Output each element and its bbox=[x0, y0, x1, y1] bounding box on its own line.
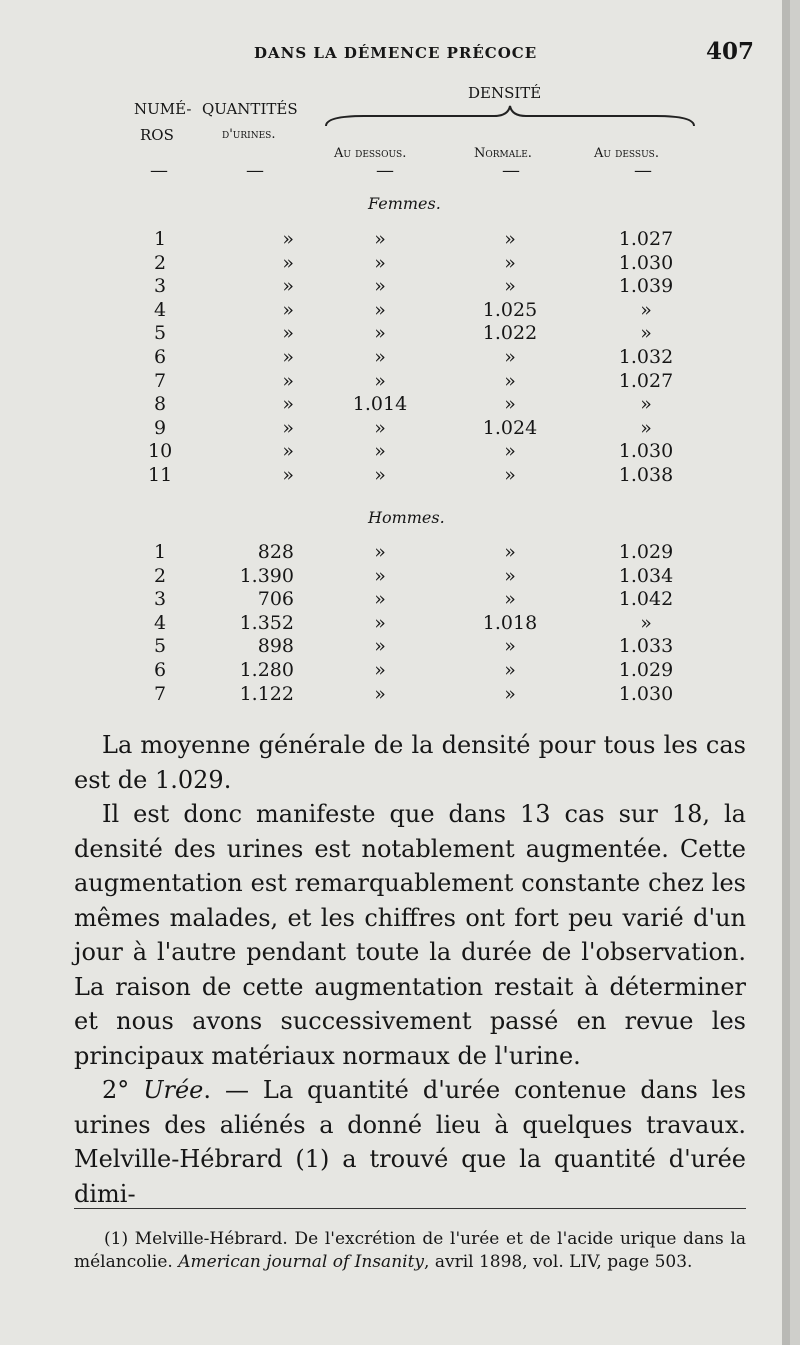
dash: — bbox=[150, 160, 168, 181]
section-number: 2° bbox=[102, 1076, 144, 1104]
row-normal: » bbox=[504, 541, 516, 563]
row-normal: » bbox=[504, 346, 516, 368]
row-number: 7 bbox=[153, 369, 167, 392]
row-above: » bbox=[640, 322, 652, 345]
row-above: 1.030 bbox=[618, 682, 674, 705]
table-row bbox=[0, 322, 782, 346]
table-row bbox=[0, 228, 782, 252]
col-normale: Normale. bbox=[474, 146, 532, 161]
footnote-journal: American journal of Insanity bbox=[178, 1251, 425, 1272]
footnote-tail: , avril 1898, vol. LIV, page 503. bbox=[424, 1251, 693, 1272]
table-row bbox=[0, 275, 782, 299]
row-quantity: » bbox=[282, 322, 294, 345]
row-above: 1.027 bbox=[618, 369, 674, 392]
row-normal: 1.024 bbox=[482, 416, 538, 439]
running-title: DANS LA DÉMENCE PRÉCOCE bbox=[254, 44, 538, 62]
row-below: » bbox=[374, 682, 386, 705]
table-row bbox=[0, 612, 782, 636]
row-quantity: » bbox=[282, 251, 294, 274]
row-number: 6 bbox=[153, 659, 167, 681]
row-above: 1.032 bbox=[618, 346, 674, 368]
row-quantity: » bbox=[282, 440, 294, 463]
row-below: » bbox=[374, 635, 386, 658]
row-quantity: 1.280 bbox=[239, 659, 294, 681]
row-above: » bbox=[640, 298, 652, 321]
row-number: 10 bbox=[148, 440, 173, 463]
table-row bbox=[0, 370, 782, 394]
page-number: 407 bbox=[706, 38, 755, 65]
table-row bbox=[0, 464, 782, 488]
row-above: 1.042 bbox=[618, 588, 674, 611]
row-normal: » bbox=[504, 393, 516, 416]
row-above: 1.027 bbox=[618, 228, 674, 250]
row-quantity: 1.352 bbox=[239, 611, 294, 634]
dash: — bbox=[634, 160, 652, 181]
row-quantity: » bbox=[282, 346, 294, 368]
col-quantites: QUANTITÉS bbox=[202, 100, 298, 118]
footnote-rule bbox=[74, 1208, 746, 1209]
row-above: 1.039 bbox=[618, 275, 674, 298]
brace bbox=[324, 104, 696, 132]
dash: — bbox=[246, 160, 264, 181]
row-normal: » bbox=[504, 635, 516, 658]
col-dessous: Au dessous. bbox=[334, 146, 407, 161]
dash: — bbox=[376, 160, 394, 181]
row-below: » bbox=[374, 228, 386, 250]
row-quantity: » bbox=[282, 298, 294, 321]
row-quantity: » bbox=[282, 393, 294, 416]
row-normal: » bbox=[504, 228, 516, 250]
table-row bbox=[0, 440, 782, 464]
table-row bbox=[0, 541, 782, 565]
row-below: » bbox=[374, 541, 386, 563]
row-below: » bbox=[374, 611, 386, 634]
row-normal: » bbox=[504, 588, 516, 611]
paragraph-uree bbox=[74, 1073, 746, 1211]
row-normal: » bbox=[504, 251, 516, 274]
row-normal: » bbox=[504, 682, 516, 705]
row-below: » bbox=[374, 564, 386, 587]
row-normal: » bbox=[504, 275, 516, 298]
table-row bbox=[0, 393, 782, 417]
section-femmes: Femmes. bbox=[368, 194, 441, 213]
row-number: 2 bbox=[153, 564, 167, 587]
row-quantity: » bbox=[282, 228, 294, 250]
row-below: » bbox=[374, 275, 386, 298]
row-below: » bbox=[374, 251, 386, 274]
row-above: 1.034 bbox=[618, 564, 674, 587]
row-below: » bbox=[374, 588, 386, 611]
row-above: 1.030 bbox=[618, 440, 674, 463]
row-below: » bbox=[374, 369, 386, 392]
row-above: 1.029 bbox=[618, 659, 674, 681]
row-below: » bbox=[374, 416, 386, 439]
col-numeros-2: ROS bbox=[140, 126, 174, 144]
row-quantity: » bbox=[282, 275, 294, 298]
table-row bbox=[0, 417, 782, 441]
running-header bbox=[0, 38, 782, 68]
table-row bbox=[0, 346, 782, 370]
row-normal: 1.022 bbox=[482, 322, 538, 345]
row-above: » bbox=[640, 611, 652, 634]
row-above: » bbox=[640, 393, 652, 416]
row-number: 1 bbox=[153, 541, 167, 563]
table-row bbox=[0, 683, 782, 707]
row-number: 9 bbox=[153, 416, 167, 439]
row-below: » bbox=[374, 346, 386, 368]
col-dessus: Au dessus. bbox=[594, 146, 659, 161]
row-number: 11 bbox=[148, 464, 173, 486]
row-normal: » bbox=[504, 369, 516, 392]
table-row bbox=[0, 588, 782, 612]
col-numeros: NUMÉ- bbox=[134, 100, 192, 118]
table-row bbox=[0, 252, 782, 276]
row-quantity: » bbox=[282, 369, 294, 392]
row-number: 2 bbox=[153, 251, 167, 274]
row-number: 7 bbox=[153, 682, 167, 705]
table-row bbox=[0, 659, 782, 683]
row-normal: » bbox=[504, 440, 516, 463]
row-number: 4 bbox=[153, 611, 167, 634]
row-below: » bbox=[374, 464, 386, 486]
row-normal: » bbox=[504, 659, 516, 681]
table-row bbox=[0, 299, 782, 323]
row-number: 6 bbox=[153, 346, 167, 368]
row-below: » bbox=[374, 659, 386, 681]
row-above: 1.029 bbox=[618, 541, 674, 563]
paragraph-uree-text: . — La quantité d'urée contenue dans les urines des aliénés a donné lieu à quelques travaux. Melville-Hébrard (1) a trouvé que la quantité d'urée dimi- bbox=[74, 1076, 747, 1208]
col-densite: DENSITÉ bbox=[468, 84, 542, 102]
row-above: 1.038 bbox=[618, 464, 674, 486]
row-number: 4 bbox=[153, 298, 167, 321]
row-quantity: 1.390 bbox=[239, 564, 294, 587]
row-number: 8 bbox=[153, 393, 167, 416]
row-number: 3 bbox=[153, 588, 167, 611]
row-normal: » bbox=[504, 464, 516, 486]
footnote bbox=[74, 1228, 746, 1273]
body-text bbox=[74, 728, 746, 1211]
col-quantites-2: d'urines. bbox=[222, 127, 276, 142]
row-normal: 1.018 bbox=[482, 611, 538, 634]
row-below: » bbox=[374, 298, 386, 321]
footnote-text: (1) Melville-Hébrard. De l'excrétion de l'urée et de l'acide urique dans la mélancolie. bbox=[74, 1229, 746, 1272]
row-normal: » bbox=[504, 564, 516, 587]
row-quantity: » bbox=[282, 464, 294, 486]
row-quantity: 706 bbox=[257, 588, 294, 611]
row-normal: 1.025 bbox=[482, 298, 538, 321]
row-number: 3 bbox=[153, 275, 167, 298]
section-hommes: Hommes. bbox=[368, 508, 445, 527]
row-above: 1.030 bbox=[618, 251, 674, 274]
table-row bbox=[0, 635, 782, 659]
paragraph-analysis: Il est donc manifeste que dans 13 cas sur 18, la densité des urines est notablement augmentée. Cette augmentation est remarquablement constante chez les mêmes malades, et les chiffres ont fort peu varié d'un jour à l'autre pendant toute la durée de l'observation. La raison de cette augmentation restait à déterminer et nous avons successivement passé en revue les principaux matériaux normaux de l'urine. bbox=[74, 800, 746, 1070]
row-quantity: 1.122 bbox=[239, 682, 294, 705]
row-quantity: 828 bbox=[257, 541, 294, 563]
row-number: 1 bbox=[153, 228, 167, 250]
row-number: 5 bbox=[153, 322, 167, 345]
dash: — bbox=[502, 160, 520, 181]
row-number: 5 bbox=[153, 635, 167, 658]
row-above: » bbox=[640, 416, 652, 439]
row-below: » bbox=[374, 440, 386, 463]
row-quantity: » bbox=[282, 416, 294, 439]
paragraph-average: La moyenne générale de la densité pour tous les cas est de 1.029. bbox=[74, 731, 746, 794]
row-above: 1.033 bbox=[618, 635, 674, 658]
row-quantity: 898 bbox=[257, 635, 294, 658]
row-below: 1.014 bbox=[352, 393, 408, 416]
row-below: » bbox=[374, 322, 386, 345]
section-heading-uree: Urée bbox=[143, 1076, 204, 1104]
table-row bbox=[0, 565, 782, 589]
